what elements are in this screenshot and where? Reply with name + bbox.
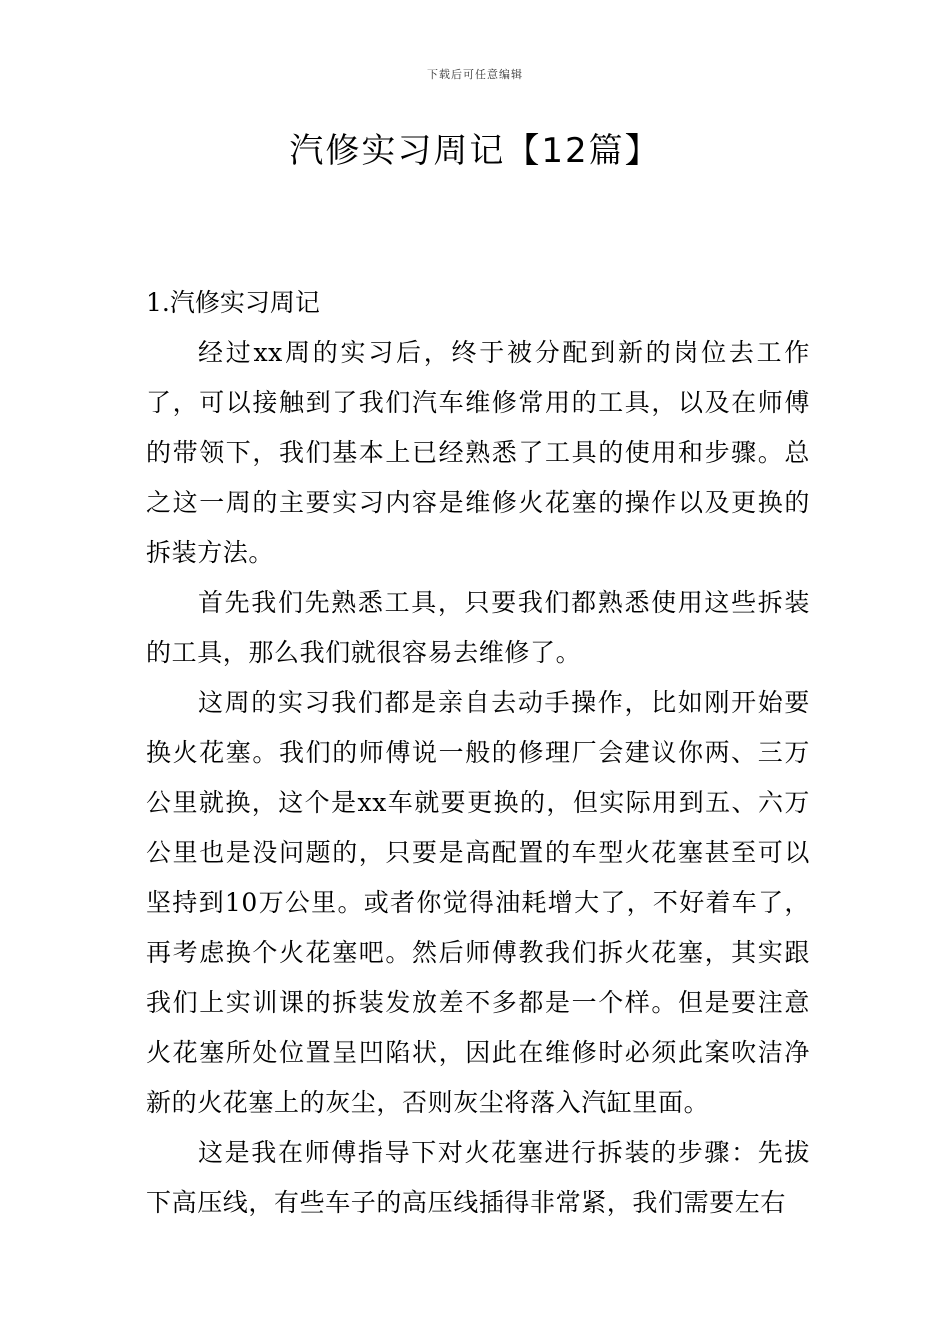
section-heading: 1.汽修实习周记: [146, 288, 320, 317]
document-body: [146, 278, 810, 1228]
paragraph: 经过xx周的实习后，终于被分配到新的岗位去工作了，可以接触到了我们汽车维修常用的工具，以及在师傅的带领下，我们基本上已经熟悉了工具的使用和步骤。总之这一周的主要实习内容是维修火花塞的操作以及更换的拆装方法。: [146, 338, 810, 567]
document-title: 汽修实习周记【12篇】: [289, 131, 661, 171]
paragraph: 这周的实习我们都是亲自去动手操作，比如刚开始要换火花塞。我们的师傅说一般的修理厂会建议你两、三万公里就换，这个是xx车就要更换的，但实际用到五、六万公里也是没问题的，只要是高配置的车型火花塞甚至可以坚持到10万公里。或者你觉得油耗增大了，不好着车了，再考虑换个火花塞吧。然后师傅教我们拆火花塞，其实跟我们上实训课的拆装发放差不多都是一个样。但是要注意火花塞所处位置呈凹陷状，因此在维修时必须此案吹洁净新的火花塞上的灰尘，否则灰尘将落入汽缸里面。: [146, 688, 810, 1117]
header-note: 下载后可任意编辑: [427, 68, 523, 81]
paragraph: 首先我们先熟悉工具，只要我们都熟悉使用这些拆装的工具，那么我们就很容易去维修了。: [146, 588, 810, 667]
paragraph: 这是我在师傅指导下对火花塞进行拆装的步骤：先拔下高压线，有些车子的高压线插得非常紧，我们需要左右: [146, 1138, 810, 1217]
